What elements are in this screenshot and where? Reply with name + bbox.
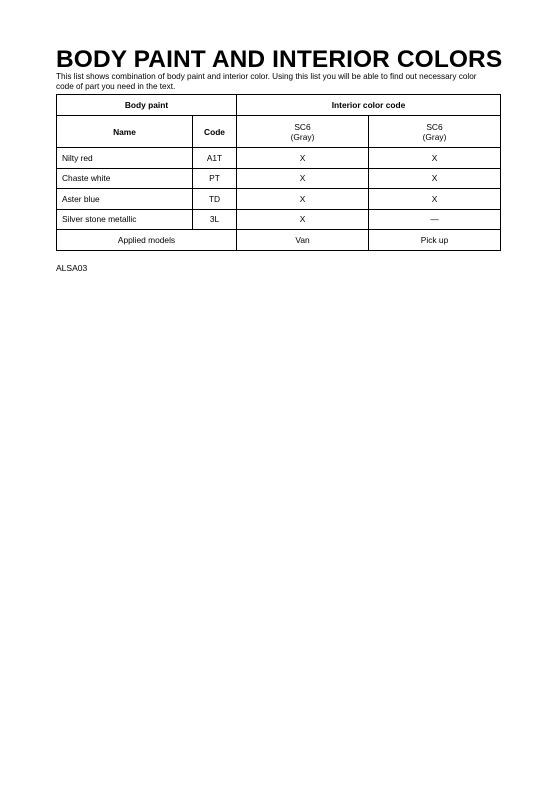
interior-color: (Gray) — [422, 131, 447, 142]
table-row — [57, 189, 501, 210]
paint-code: 3L — [193, 209, 237, 230]
document-id: ALSA03 — [56, 263, 88, 273]
interior-code: SC6 — [294, 121, 311, 132]
paint-name: Silver stone metallic — [57, 209, 193, 230]
paint-code: TD — [193, 189, 237, 210]
paint-name: Nilty red — [57, 148, 193, 169]
name-header: Name — [57, 116, 193, 148]
code-header: Code — [193, 116, 237, 148]
interior-code: SC6 — [426, 121, 443, 132]
paint-name: Aster blue — [57, 189, 193, 210]
paint-name: Chaste white — [57, 168, 193, 189]
intro-text: This list shows combination of body paint and interior color. Using this list you will be able to find out necessary color code of part you need in the text. — [56, 72, 477, 91]
table-row — [57, 148, 501, 169]
page-title: BODY PAINT AND INTERIOR COLORS — [56, 46, 503, 73]
body-paint-header: Body paint — [57, 95, 237, 116]
column-header-row — [57, 116, 501, 148]
applied-model: Pick up — [369, 230, 501, 251]
interior-color: (Gray) — [290, 131, 315, 142]
paint-code: PT — [193, 168, 237, 189]
table-row — [57, 209, 501, 230]
interior-cell: X — [237, 148, 369, 169]
applied-models-label: Applied models — [57, 230, 237, 251]
interior-cell: — — [369, 209, 501, 230]
color-table — [56, 94, 501, 251]
interior-cell: X — [369, 189, 501, 210]
interior-col-header — [237, 116, 369, 148]
interior-cell: X — [237, 189, 369, 210]
interior-cell: X — [369, 168, 501, 189]
table-row — [57, 168, 501, 189]
interior-cell: X — [237, 209, 369, 230]
applied-models-row — [57, 230, 501, 251]
interior-cell: X — [369, 148, 501, 169]
group-header-row — [57, 95, 501, 116]
interior-col-header — [369, 116, 501, 148]
applied-model: Van — [237, 230, 369, 251]
interior-cell: X — [237, 168, 369, 189]
paint-code: A1T — [193, 148, 237, 169]
interior-color-header: Interior color code — [237, 95, 501, 116]
